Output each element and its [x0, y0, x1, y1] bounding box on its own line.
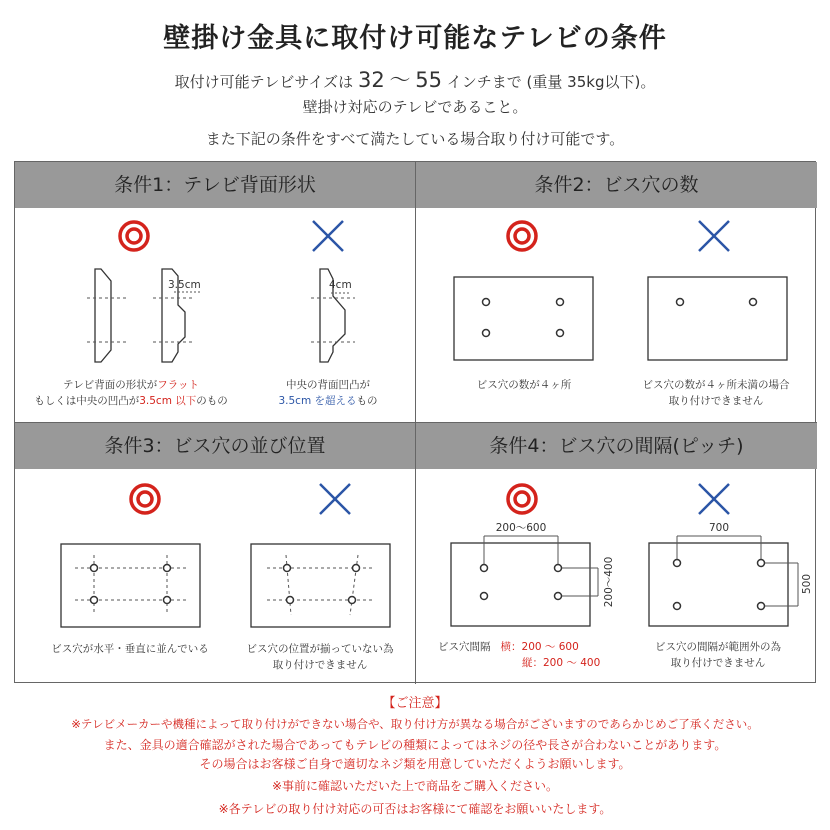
all-conditions-line: また下記の条件をすべて満たしている場合取り付け可能です。	[205, 130, 625, 148]
caption-text: ビス穴の間隔が範囲外の為	[655, 641, 781, 653]
caption-text: もしくは中央の凹凸が	[34, 395, 140, 407]
caption-text: テレビ背面の形状が	[62, 379, 158, 391]
ng-horizontal-pitch-label: 700	[708, 522, 730, 534]
caption-text: ビス穴間隔	[438, 641, 491, 653]
ok-double-circle-icon	[120, 222, 148, 250]
condition-1-heading: 条件1：テレビ背面形状	[15, 162, 415, 208]
caption-text: 取り付けできません	[668, 395, 764, 407]
caption-text: ビス穴の位置が揃っていない為	[246, 643, 394, 655]
ng-pitch-tv-back	[649, 543, 788, 626]
two-hole-tv-back	[648, 277, 787, 360]
conditions-grid	[14, 161, 816, 683]
condition-4-panel	[416, 423, 817, 684]
ng-cross-icon	[699, 221, 729, 251]
ok-pitch-tv-back	[451, 543, 590, 626]
ok-double-circle-icon	[508, 485, 536, 513]
condition-3-heading: 条件3：ビス穴の並び位置	[15, 423, 415, 469]
condition-4-ng-caption	[628, 639, 808, 671]
caption-flat-highlight: フラット	[157, 379, 200, 391]
condition-3-ok-caption: ビス穴が水平・垂直に並んでいる	[51, 643, 209, 655]
notice-heading: 【ご注意】	[382, 696, 448, 711]
size-separator: 〜	[389, 68, 411, 92]
notice-line: ※テレビメーカーや機種によって取り付けができない場合や、取り付け方が異なる場合がございますのであらかじめご了承ください。	[71, 717, 759, 731]
ng-cross-icon	[699, 484, 729, 514]
size-min: 32	[357, 68, 385, 92]
condition-2-panel	[416, 162, 817, 423]
condition-4-heading: 条件4：ビス穴の間隔(ピッチ)	[416, 423, 817, 469]
condition-1-ng-caption	[253, 377, 403, 409]
condition-1-ok-caption	[15, 377, 247, 409]
ok-vertical-pitch-label: 200〜400	[603, 556, 615, 608]
caption-v-value: 200 〜 400	[543, 657, 601, 669]
ng-vertical-pitch-label: 500	[801, 573, 813, 595]
size-suffix: インチまで (重量 35kg以下)。	[446, 73, 656, 91]
notice-line: ※事前に確認いただいた上で商品をご購入ください。	[271, 779, 559, 793]
condition-4-ok-caption	[438, 639, 618, 671]
caption-text: のもの	[196, 395, 228, 407]
caption-exceed-highlight: 3.5cm を超える	[278, 395, 357, 407]
page-title: 壁掛け金具に取付け可能なテレビの条件	[163, 23, 667, 54]
wall-mount-support-line: 壁掛け対応のテレビであること。	[302, 98, 528, 116]
notice-line: その場合はお客様ご自身で適切なネジ類を用意していただくようお願いします。	[199, 757, 631, 771]
caption-text: 取り付けできません	[670, 657, 766, 669]
ok-double-circle-icon	[131, 485, 159, 513]
notice-line: ※各テレビの取り付け対応の可否はお客様にて確認をお願いいたします。	[218, 802, 612, 816]
caption-text: ビス穴の数が４ヶ所未満の場合	[642, 379, 790, 391]
flat-tv-profile	[87, 269, 127, 362]
condition-3-panel	[15, 423, 416, 684]
aligned-holes-tv-back	[61, 544, 200, 627]
misaligned-holes-tv-back	[251, 544, 390, 627]
caption-limit-highlight: 3.5cm 以下	[139, 395, 197, 407]
condition-2-heading: 条件2：ビス穴の数	[416, 162, 817, 208]
condition-1-panel	[15, 162, 416, 423]
caption-v-label: 縦：	[522, 657, 543, 669]
caption-h-value: 200 〜 600	[521, 641, 579, 653]
condition-2-ok-caption: ビス穴の数が４ヶ所	[476, 379, 572, 391]
ng-cross-icon	[313, 221, 343, 251]
caption-text: 取り付けできません	[272, 659, 368, 671]
ok-double-circle-icon	[508, 222, 536, 250]
caption-h-label: 横：	[500, 641, 522, 653]
condition-2-ng-caption	[626, 377, 806, 409]
ng-bump-depth-label: 4cm	[329, 279, 352, 291]
ng-cross-icon	[320, 484, 350, 514]
ok-horizontal-pitch-label: 200〜600	[495, 522, 547, 534]
ok-bump-depth-label: 3.5cm	[168, 279, 201, 291]
size-prefix: 取付け可能テレビサイズは	[174, 73, 354, 91]
caption-text: もの	[356, 395, 378, 407]
size-condition-line	[0, 64, 830, 94]
caption-text: 中央の背面凹凸が	[286, 379, 370, 391]
four-hole-tv-back	[454, 277, 593, 360]
condition-3-ng-caption	[229, 641, 411, 673]
notice-line: また、金具の適合確認がされた場合であってもテレビの種類によってはネジの径や長さが合わないことがあります。	[103, 738, 727, 752]
size-max: 55	[415, 68, 442, 92]
